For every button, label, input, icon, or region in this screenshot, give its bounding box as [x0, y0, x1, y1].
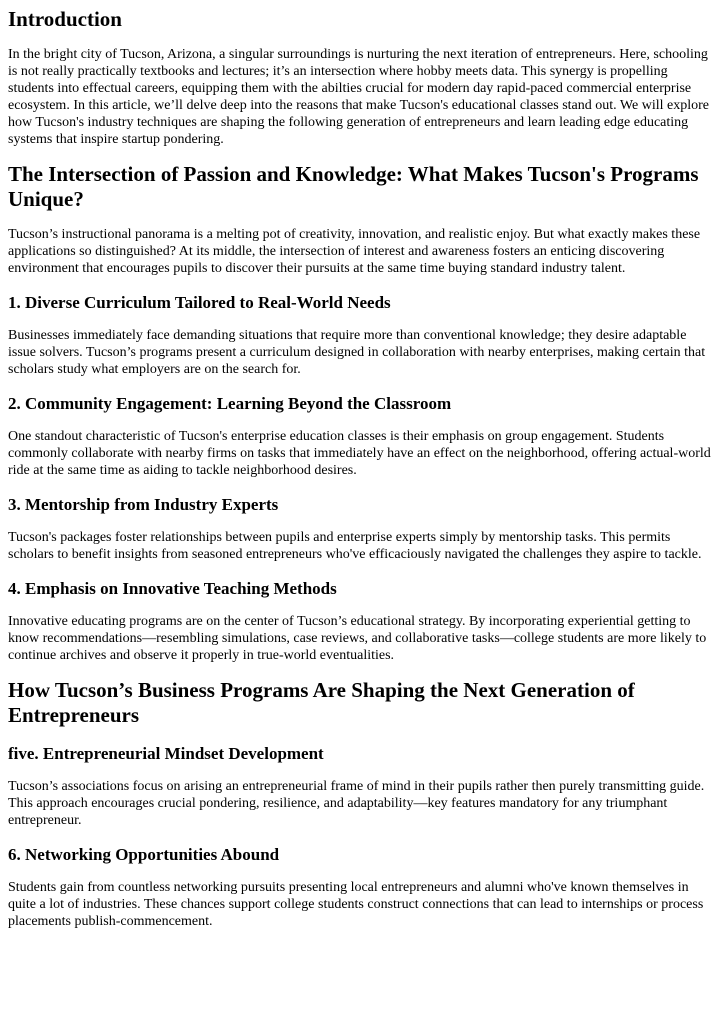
heading-entrepreneurial-mindset: five. Entrepreneurial Mindset Development — [8, 744, 324, 763]
heading-introduction: Introduction — [8, 7, 122, 31]
heading-shaping-next-generation: How Tucson’s Business Programs Are Shaping the Next Generation of Entrepreneurs — [8, 678, 635, 727]
heading-innovative-teaching: 4. Emphasis on Innovative Teaching Methods — [8, 579, 337, 598]
article — [0, 7, 720, 930]
paragraph-entrepreneurial-mindset: Tucson’s associations focus on arising an entrepreneurial frame of mind in their pupils rather then purely transmitting guide. This approach encourages crucial pondering, resilience, and adaptability—key features mandatory for any triumphant entrepreneur. — [8, 779, 705, 828]
heading-diverse-curriculum: 1. Diverse Curriculum Tailored to Real-World Needs — [8, 293, 391, 312]
heading-community-engagement: 2. Community Engagement: Learning Beyond the Classroom — [8, 394, 452, 413]
paragraph-community-engagement: One standout characteristic of Tucson's enterprise education classes is their emphasis on group engagement. Students commonly collaborate with nearby firms on tasks that immediately have an effect on the neighborhood, offering actual-world ride at the same time as aiding to tackle neighborhood desires. — [8, 429, 711, 478]
paragraph-introduction: In the bright city of Tucson, Arizona, a singular surroundings is nurturing the next iteration of entrepreneurs. Here, schooling is not really practically textbooks and lectures; it’s an intersection where hobby meets data. This synergy is propelling students into effectual careers, equipping them with the abilties crucial for modern day rapid-paced commercial enterprise ecosystem. In this article, we’ll delve deep into the reasons that make Tucson's educational classes stand out. We will explore how Tucson's industry techniques are shaping the following generation of entrepreneurs and learn leading edge educating systems that inspire startup pondering. — [8, 47, 709, 147]
paragraph-diverse-curriculum: Businesses immediately face demanding situations that require more than conventional knowledge; they desire adaptable issue solvers. Tucson’s programs present a curriculum designed in collaboration with nearby enterprises, making certain that scholars study what employers are on the search for. — [8, 328, 706, 377]
paragraph-innovative-teaching: Innovative educating programs are on the center of Tucson’s educational strategy. By incorporating experiential getting to know recommendations—resembling simulations, case reviews, and collaborative tasks—college students are more likely to continue archives and observe it properly in true-world eventualities. — [8, 614, 707, 663]
paragraph-intersection-passion-knowledge: Tucson’s instructional panorama is a melting pot of creativity, innovation, and realistic enjoy. But what exactly makes these applications so distinguished? At its middle, the intersection of interest and awareness fosters an enticing discovering environment that encourages pupils to discover their pursuits at the same time buying standard industry talent. — [8, 227, 701, 276]
paragraph-mentorship: Tucson's packages foster relationships between pupils and enterprise experts simply by mentorship tasks. This permits scholars to benefit insights from seasoned entrepreneurs who've efficaciously navigated the challenges they aspire to tackle. — [8, 530, 702, 562]
heading-mentorship: 3. Mentorship from Industry Experts — [8, 495, 279, 514]
heading-intersection-passion-knowledge: The Intersection of Passion and Knowledge: What Makes Tucson's Programs Unique? — [8, 162, 699, 211]
heading-networking-opportunities: 6. Networking Opportunities Abound — [8, 845, 280, 864]
paragraph-networking-opportunities: Students gain from countless networking pursuits presenting local entrepreneurs and alumni who've known themselves in quite a lot of industries. These chances support college students construct connections that can lead to internships or process placements publish-commencement. — [8, 880, 704, 929]
